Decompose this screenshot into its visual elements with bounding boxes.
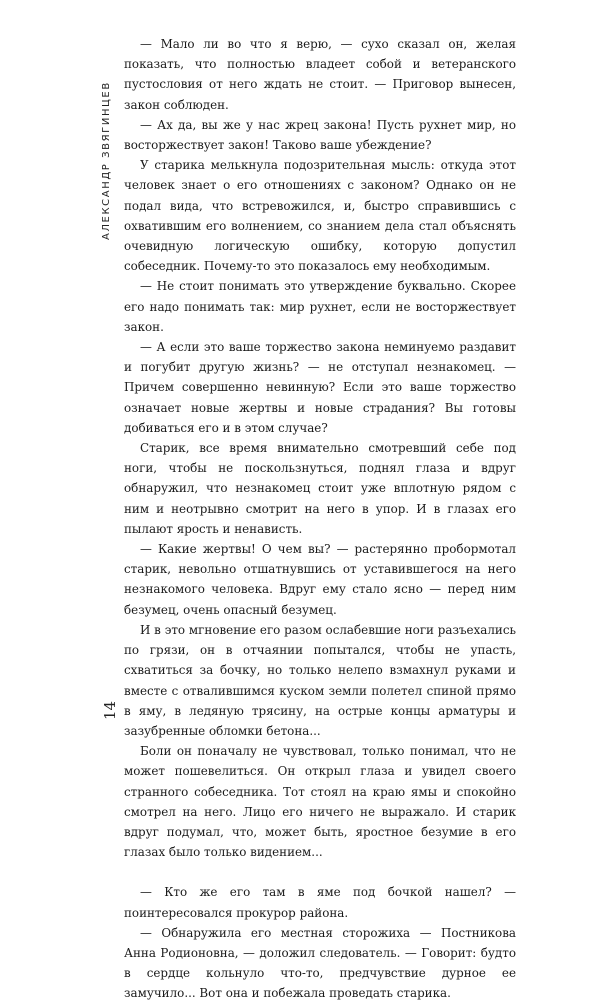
paragraph: — А если это ваше торжество закона неминуемо раздавит и погубит другую жизнь? — не отступал незнакомец. — Причем совершенно невинную? Если это ваше торжество означает новые жертвы и новые страдания? Вы готовы добиваться его и в этом случае?	[124, 340, 516, 435]
paragraph: — Мало ли во что я верю, — сухо сказал он, желая показать, что полностью владеет собой и ветеранского пустословия от него ждать не стоит. — Приговор вынесен, закон соблюден.	[124, 37, 516, 112]
paragraph: — Какие жертвы! О чем вы? — растерянно пробормотал старик, невольно отшатнувшись от уставившегося на него незнакомого человека. Вдруг ему стало ясно — перед ним безумец, очень опасный безумец.	[124, 542, 516, 617]
body-text	[124, 34, 516, 1004]
author-name: АЛЕКСАНДР ЗВЯГИНЦЕВ	[101, 81, 112, 240]
paragraph: — Не стоит понимать это утверждение буквально. Скорее его надо понимать так: мир рухнет, если не восторжествует закон.	[124, 279, 516, 334]
paragraph: — Ах да, вы же у нас жрец закона! Пусть рухнет мир, но восторжествует закон! Таково ваше убеждение?	[124, 117, 516, 153]
section-break	[124, 862, 516, 882]
running-head	[101, 40, 121, 740]
paragraph: И в это мгновение его разом ослабевшие ноги разъехались по грязи, он в отчаянии попытался, чтобы не упасть, схватиться за бочку, но только нелепо взмахнул руками и вместе с отвалившимся куском земли полетел спиной прямо в яму, в ледяную трясину, на острые концы арматуры и зазубренные обломки бетона...	[124, 622, 516, 738]
paragraph: — Кто же его там в яме под бочкой нашел? — поинтересовался прокурор района.	[124, 885, 516, 920]
paragraph: Старик, все время внимательно смотревший себе под ноги, чтобы не поскользнуться, поднял глаза и вдруг обнаружил, что незнакомец стоит уже вплотную рядом с ним и неотрывно смотрит на него в упор. И в глазах его пылают ярость и ненависть.	[124, 441, 516, 536]
paragraph: У старика мелькнула подозрительная мысль: откуда этот человек знает о его отношениях с законом? Однако он не подал вида, что встревожился, и, быстро справившись с охватившим его волнением, со знанием дела стал объяснять очевидную логическую ошибку, которую допустил собеседник. Почему-то это показалось ему необходимым.	[124, 158, 516, 274]
page-number: 14	[101, 700, 119, 720]
paragraph: — Обнаружила его местная сторожиха — Постникова Анна Родионовна, — доложил следователь. — Говорит: будто в сердце кольнуло что-то, предчувствие дурное ее замучило... Вот она и побежала проведать старика.	[124, 925, 516, 1001]
paragraph: Боли он поначалу не чувствовал, только понимал, что не может пошевелиться. Он открыл глаза и увидел своего странного собеседника. Тот стоял на краю ямы и спокойно смотрел на него. Лицо его ничего не выражало. И старик вдруг подумал, что, может быть, яростное безумие в его глазах было только видением...	[124, 744, 516, 860]
